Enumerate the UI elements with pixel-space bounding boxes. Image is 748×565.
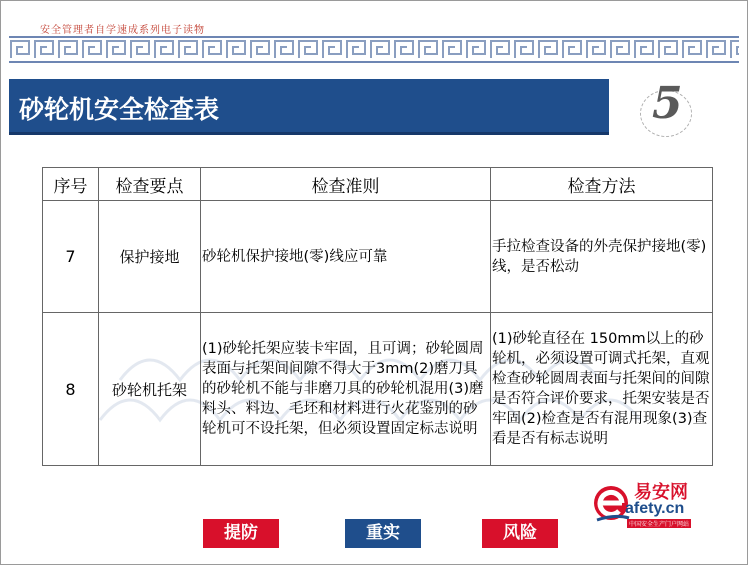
series-header: 安全管理者自学速成系列电子读物 bbox=[40, 25, 205, 36]
site-logo[interactable] bbox=[591, 478, 721, 530]
logo-sub-text: 中国安全生产门户网站 bbox=[629, 521, 690, 528]
button-fengxian[interactable]: 风险 bbox=[482, 519, 558, 548]
row-num: 7 bbox=[43, 201, 99, 313]
button-tifang[interactable]: 提防 bbox=[203, 519, 279, 548]
page-number: 5 bbox=[652, 78, 683, 129]
header-criteria: 检查准则 bbox=[201, 168, 491, 201]
logo-main-text: 易安网 bbox=[634, 482, 688, 503]
logo-domain-text: afety.cn bbox=[625, 500, 685, 517]
inspection-table bbox=[42, 167, 712, 467]
page-title: 砂轮机安全检查表 bbox=[19, 95, 220, 124]
table-header-row bbox=[43, 168, 713, 201]
row-point: 保护接地 bbox=[99, 201, 201, 313]
header-num: 序号 bbox=[43, 168, 99, 201]
row-criteria: 砂轮机保护接地(零)线应可靠 bbox=[201, 201, 491, 313]
row-method: 手拉检查设备的外壳保护接地(零)线，是否松动 bbox=[491, 201, 713, 313]
table-row bbox=[43, 313, 713, 466]
row-num: 8 bbox=[43, 313, 99, 466]
row-method: (1)砂轮直径在 150mm以上的砂轮机，必须设置可调式托架，直观检查砂轮圆周表面与托架间的间隙是否符合评价要求，托架安装是否牢固(2)检查是否有混用现象(3)查看是否有标志说明 bbox=[491, 313, 713, 466]
title-bar bbox=[9, 79, 609, 135]
header-point: 检查要点 bbox=[99, 168, 201, 201]
decorative-band bbox=[9, 36, 739, 63]
row-point: 砂轮机托架 bbox=[99, 313, 201, 466]
button-zhongshi[interactable]: 重实 bbox=[345, 519, 421, 548]
row-criteria: (1)砂轮托架应装卡牢固，且可调；砂轮圆周表面与托架间间隙不得大于3mm(2)磨刀具的砂轮机不能与非磨刀具的砂轮机混用(3)磨料头、料边、毛坯和材料进行火花鉴别的砂轮机可不设托架，但必须设置固定标志说明 bbox=[201, 313, 491, 466]
table-row bbox=[43, 201, 713, 313]
header-method: 检查方法 bbox=[491, 168, 713, 201]
